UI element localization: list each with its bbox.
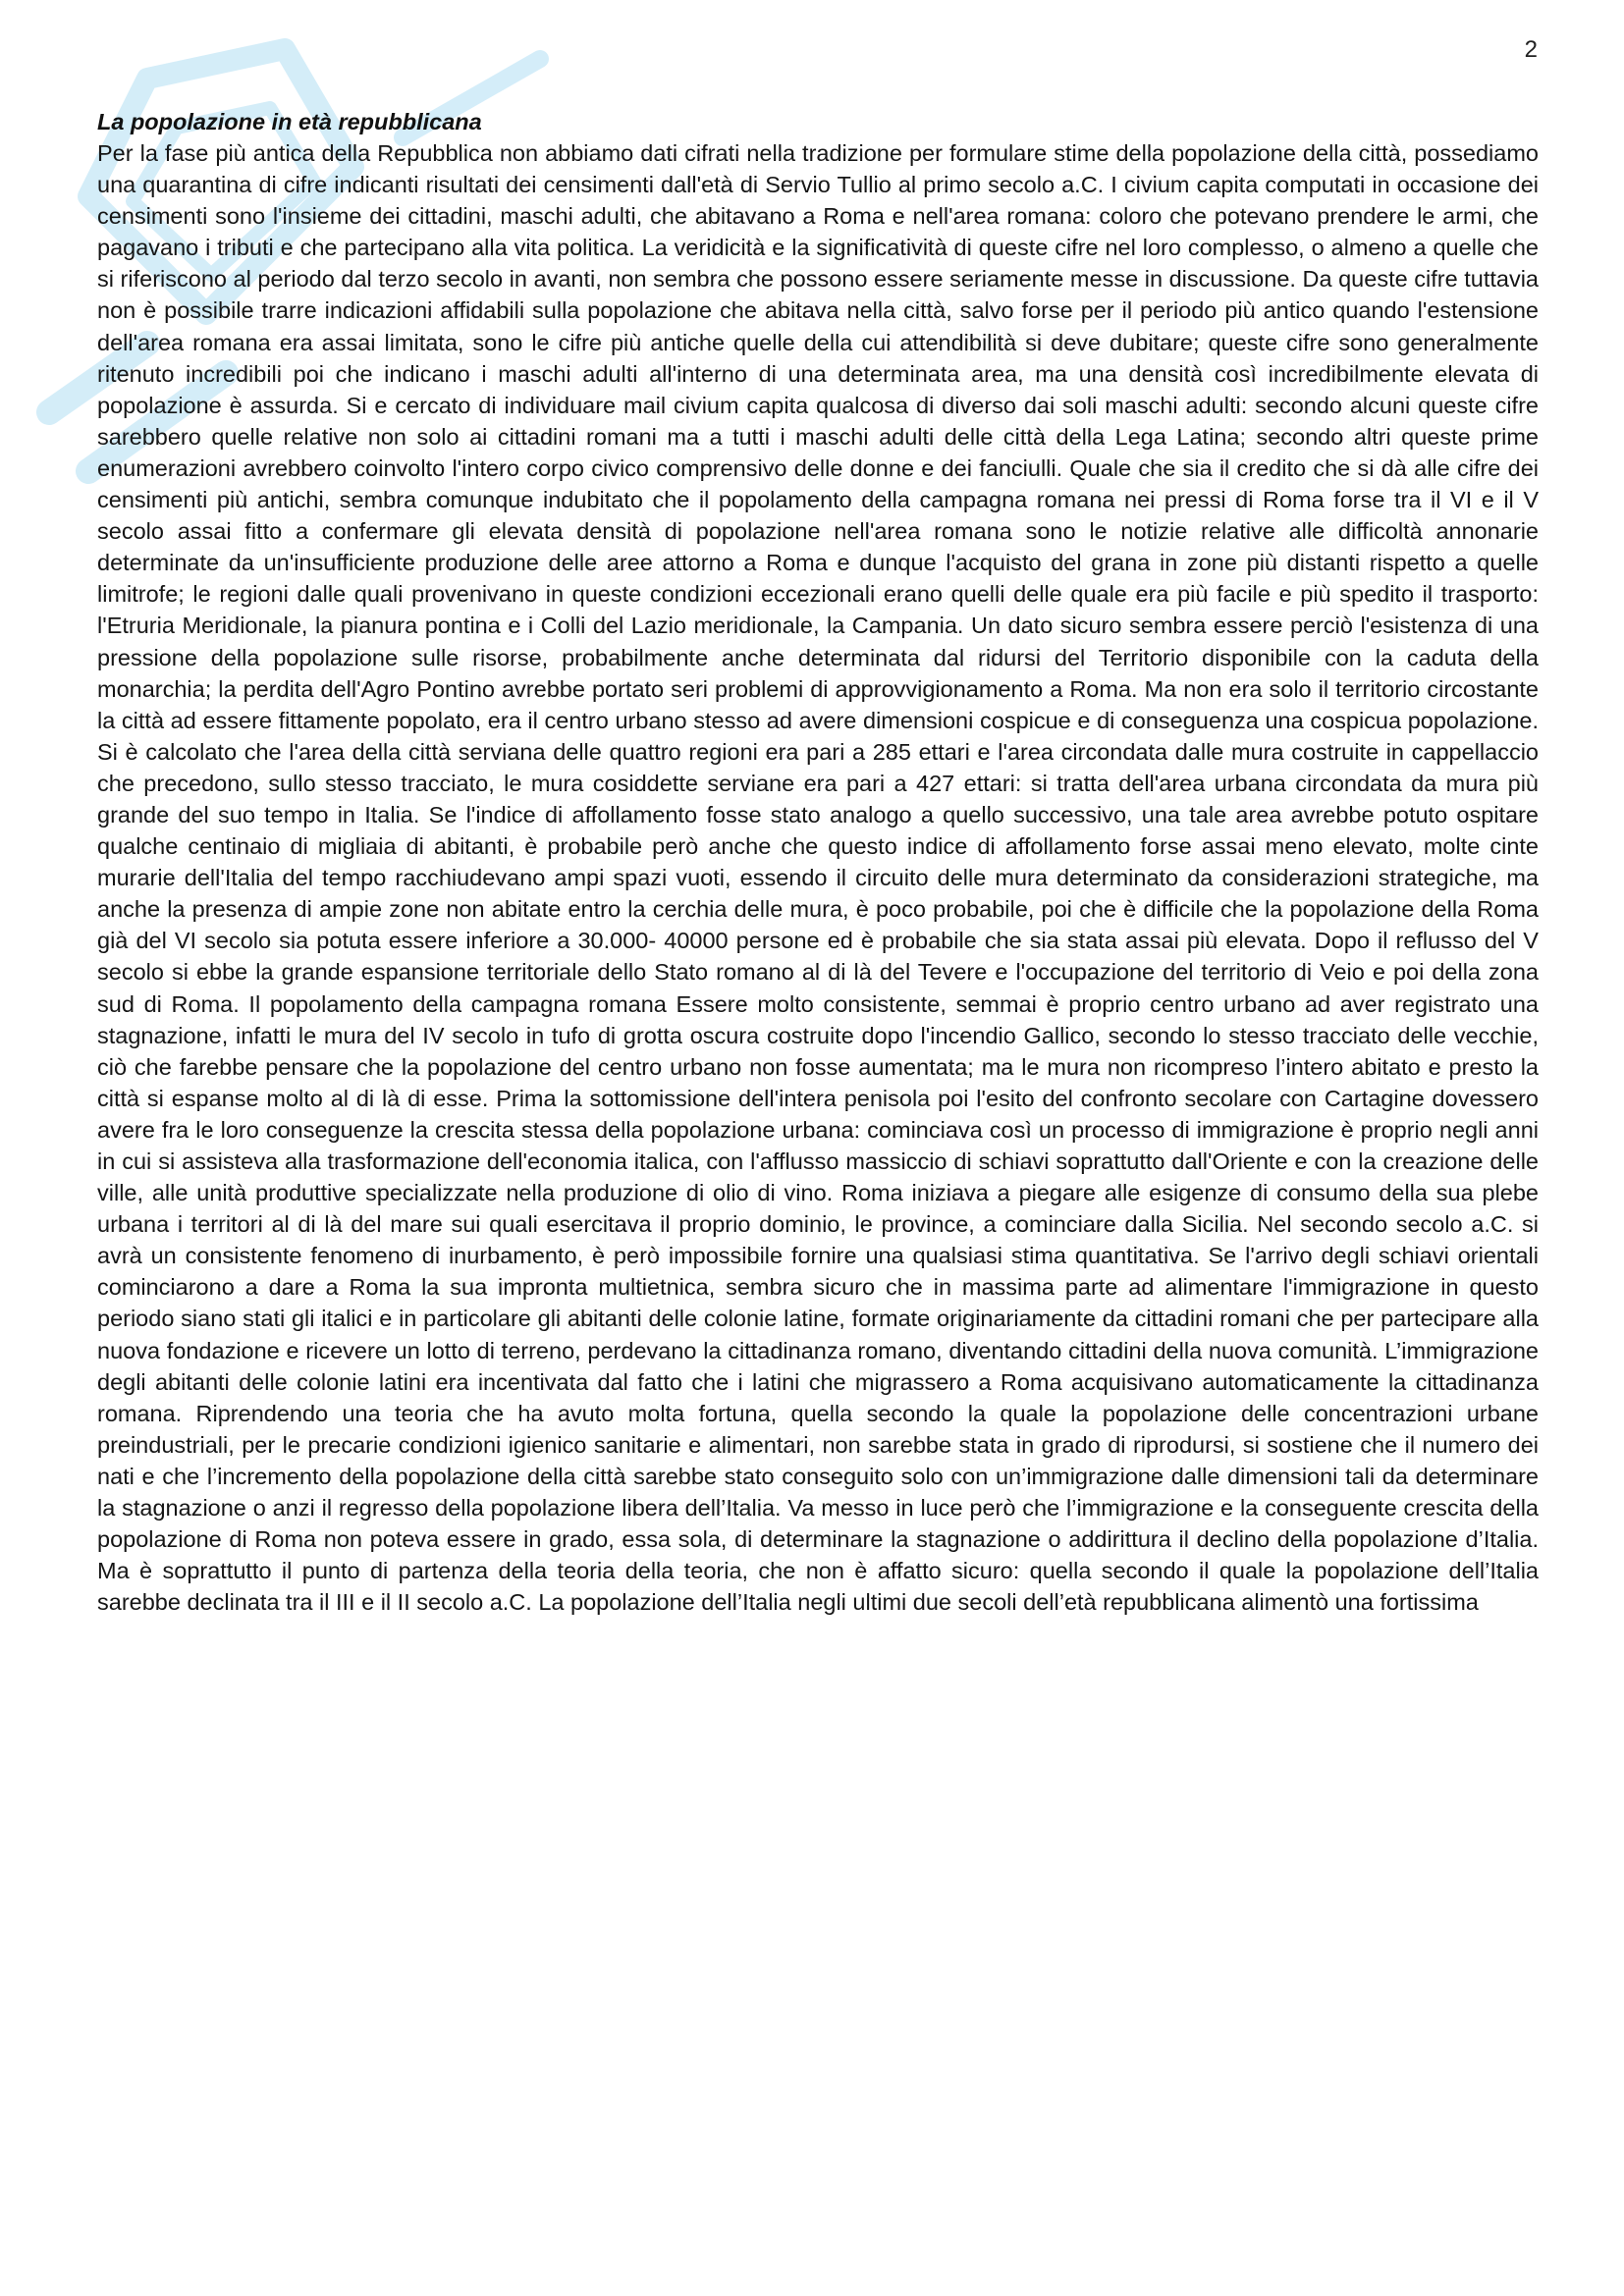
- page-number: 2: [1524, 36, 1538, 63]
- body-paragraph: Per la fase più antica della Repubblica non abbiamo dati cifrati nella tradizione per formulare stime della popolazione della città, possediamo una quarantina di cifre indicanti risultati dei censimenti dall'età di Servio Tullio al primo secolo a.C. I civium capita computati in occasione dei censimenti sono l'insieme dei cittadini, maschi adulti, che abitavano a Roma e nell'area romana: coloro che potevano prendere le armi, che pagavano i tributi e che partecipano alla vita politica. La veridicità e la significatività di queste cifre nel loro complesso, o almeno a quelle che si riferiscono al periodo dal terzo secolo in avanti, non sembra che possono essere seriamente messe in discussione. Da queste cifre tuttavia non è possibile trarre indicazioni affidabili sulla popolazione che abitava nella città, salvo forse per il periodo più antico quando l'estensione dell'area romana era assai limitata, sono le cifre più antiche quelle della cui attendibilità si deve dubitare; queste cifre sono generalmente ritenuto incredibili poi che indicano i maschi adulti all'interno di una determinata area, ma una densità così incredibilmente elevata di popolazione è assurda. Si e cercato di individuare mail civium capita qualcosa di diverso dai soli maschi adulti: secondo alcuni queste cifre sarebbero quelle relative non solo ai cittadini romani ma a tutti i maschi adulti delle città della Lega Latina; secondo altri queste prime enumerazioni avrebbero coinvolto l'intero corpo civico comprensivo delle donne e dei fanciulli. Quale che sia il credito che si dà alle cifre dei censimenti più antichi, sembra comunque indubitato che il popolamento della campagna romana nei pressi di Roma forse tra il VI e il V secolo assai fitto a confermare gli elevata densità di popolazione nell'area romana sono le notizie relative alle difficoltà annonarie determinate da un'insufficiente produzione delle aree attorno a Roma e dunque l'acquisto del grana in zone più distanti rispetto a quelle limitrofe; le regioni dalle quali provenivano in queste condizioni eccezionali erano quelli delle quale era più facile e più spedito il trasporto: l'Etruria Meridionale, la pianura pontina e i Colli del Lazio meridionale, la Campania. Un dato sicuro sembra essere perciò l'esistenza di una pressione della popolazione sulle risorse, probabilmente anche determinata dal ridursi del Territorio disponibile con la caduta della monarchia; la perdita dell'Agro Pontino avrebbe portato seri problemi di approvvigionamento a Roma. Ma non era solo il territorio circostante la città ad essere fittamente popolato, era il centro urbano stesso ad avere dimensioni cospicue e di conseguenza una cospicua popolazione. Si è calcolato che l'area della città serviana delle quattro regioni era pari a 285 ettari e l'area circondata dalle mura costruite in cappellaccio che precedono, sullo stesso tracciato, le mura cosiddette serviane era pari a 427 ettari: si tratta dell'area urbana circondata da mura più grande del suo tempo in Italia. Se l'indice di affollamento fosse stato analogo a quello successivo, una tale area avrebbe potuto ospitare qualche centinaio di migliaia di abitanti, è probabile però anche che questo indice di affollamento forse assai meno elevato, molte cinte murarie dell'Italia del tempo racchiudevano ampi spazi vuoti, essendo il circuito delle mura determinato da considerazioni strategiche, ma anche la presenza di ampie zone non abitate entro la cerchia delle mura, è poco probabile, poi che è difficile che la popolazione della Roma già del VI secolo sia potuta essere inferiore a 30.000- 40000 persone ed è probabile che sia stata assai più elevata. Dopo il reflusso del V secolo si ebbe la grande espansione territoriale dello Stato romano al di là del Tevere e l'occupazione del territorio di Veio e poi della zona sud di Roma. Il popolamento della campagna romana Essere molto consistente, semmai è proprio centro urbano ad aver registrato una stagnazione, infatti le mura del IV secolo in tufo di grotta oscura costruite dopo l'incendio Gallico, secondo lo stesso tracciato delle vecchie, ciò che farebbe pensare che la popolazione del centro urbano non fosse aumentata; ma le mura non ricompreso l’intero abitato e presto la città si espanse molto al di là di esse. Prima la sottomissione dell'intera penisola poi l'esito del confronto secolare con Cartagine dovessero avere fra le loro conseguenze la crescita stessa della popolazione urbana: cominciava così un processo di immigrazione è proprio negli anni in cui si assisteva alla trasformazione dell'economia italica, con l'afflusso massiccio di schiavi soprattutto dall'Oriente e con la creazione delle ville, alle unità produttive specializzate nella produzione di olio di vino. Roma iniziava a piegare alle esigenze di consumo della sua plebe urbana i territori al di là del mare sui quali esercitava il proprio dominio, le province, a cominciare dalla Sicilia. Nel secondo secolo a.C. si avrà un consistente fenomeno di inurbamento, è però impossibile fornire una qualsiasi stima quantitativa. Se l'arrivo degli schiavi orientali cominciarono a dare a Roma la sua impronta multietnica, sembra sicuro che in massima parte ad alimentare l'immigrazione in questo periodo siano stati gli italici e in particolare gli abitanti delle colonie latine, formate originariamente da cittadini romani che per partecipare alla nuova fondazione e ricevere un lotto di terreno, perdevano la cittadinanza romano, diventando cittadini della nuova comunità. L’immigrazione degli abitanti delle colonie latini era incentivata dal fatto che i latini che migrassero a Roma acquisivano automaticamente la cittadinanza romana. Riprendendo una teoria che ha avuto molta fortuna, quella secondo la quale la popolazione delle concentrazioni urbane preindustriali, per le precarie condizioni igienico sanitarie e alimentari, non sarebbe stata in grado di riprodursi, si sostiene che il numero dei nati e che l’incremento della popolazione della città sarebbe stato conseguito solo con un’immigrazione dalle dimensioni tali da determinare la stagnazione o anzi il regresso della popolazione libera dell’Italia. Va messo in luce però che l’immigrazione e la conseguente crescita della popolazione di Roma non poteva essere in grado, essa sola, di determinare la stagnazione o addirittura il declino della popolazione d’Italia. Ma è soprattutto il punto di partenza della teoria della teoria, che non è affatto sicuro: quella secondo il quale la popolazione dell’Italia sarebbe declinata tra il III e il II secolo a.C. La popolazione dell’Italia negli ultimi due secoli dell’età repubblicana alimentò una fortissima: [97, 140, 1539, 1616]
- document-content: [97, 106, 1539, 1618]
- section-title: La popolazione in età repubblicana: [97, 109, 482, 134]
